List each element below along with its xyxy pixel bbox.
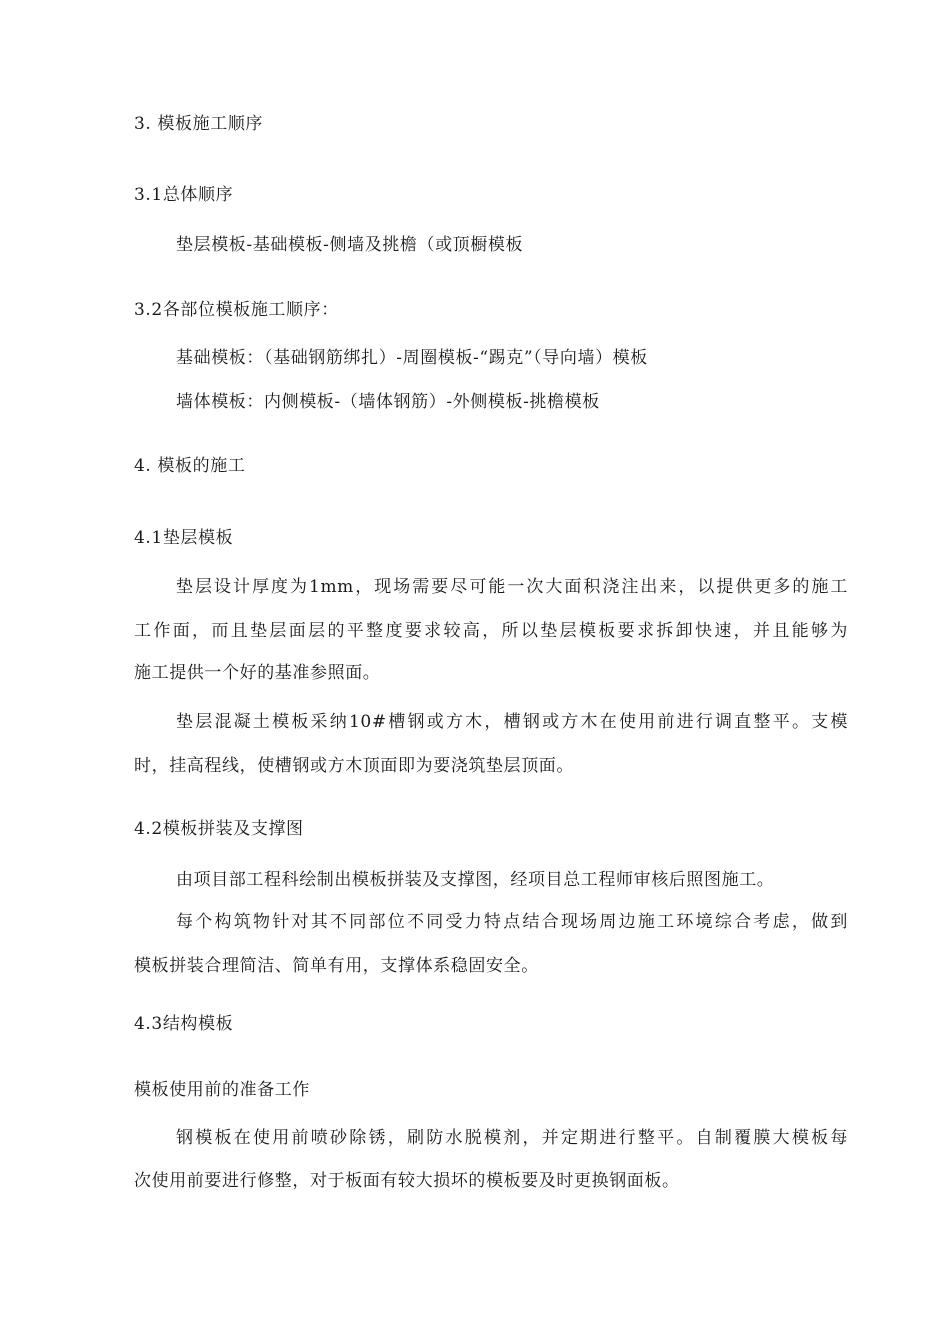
- section-4-1-paragraph-1-line-1: 垫层设计厚度为1mm，现场需要尽可能一次大面积浇注出来，以提供更多的施工: [176, 577, 848, 597]
- section-4-1-paragraph-1-line-3: 施工提供一个好的基准参照面。: [134, 663, 381, 683]
- section-4-3-heading: 4.3结构模板: [134, 1014, 234, 1034]
- section-4-1-heading: 4.1垫层模板: [134, 528, 234, 548]
- section-4-1-paragraph-2-line-2: 时，挂高程线，使槽钢或方木顶面即为要浇筑垫层顶面。: [134, 756, 574, 776]
- section-4-heading: 4. 模板的施工: [134, 456, 246, 476]
- section-3-2-heading: 3.2各部位模板施工顺序：: [134, 300, 339, 320]
- section-4-3-subheading: 模板使用前的准备工作: [134, 1080, 310, 1100]
- section-3-heading: 3. 模板施工顺序: [134, 114, 264, 134]
- section-4-3-paragraph-1-line-2: 次使用前要进行修整，对于板面有较大损坏的模板要及时更换钢面板。: [134, 1171, 680, 1191]
- section-4-1-paragraph-2-line-1: 垫层混凝土模板采纳10#槽钢或方木，槽钢或方木在使用前进行调直整平。支模: [176, 712, 848, 732]
- section-4-3-paragraph-1-line-1: 钢模板在使用前喷砂除锈，刷防水脱模剂，并定期进行整平。自制覆膜大模板每: [176, 1128, 848, 1148]
- section-3-2-line-2: 墙体模板：内侧模板-（墙体钢筋）-外侧模板-挑檐模板: [176, 392, 600, 412]
- section-4-2-paragraph-1: 由项目部工程科绘制出模板拼装及支撑图，经项目总工程师审核后照图施工。: [176, 870, 775, 890]
- section-4-2-heading: 4.2模板拼装及支撑图: [134, 819, 304, 839]
- section-3-1-heading: 3.1总体顺序: [134, 185, 234, 205]
- section-4-1-paragraph-1-line-2: 工作面，而且垫层面层的平整度要求较高，所以垫层模板要求拆卸快速，并且能够为: [134, 621, 848, 641]
- section-4-2-paragraph-2-line-2: 模板拼装合理简洁、简单有用，支撑体系稳固安全。: [134, 956, 539, 976]
- section-3-1-text: 垫层模板-基础模板-侧墙及挑檐（或顶橱模板: [176, 235, 524, 255]
- section-3-2-line-1: 基础模板：（基础钢筋绑扎）-周圈模板-“踢克”（导向墙）模板: [176, 348, 648, 368]
- section-4-2-paragraph-2-line-1: 每个构筑物针对其不同部位不同受力特点结合现场周边施工环境综合考虑，做到: [176, 912, 848, 932]
